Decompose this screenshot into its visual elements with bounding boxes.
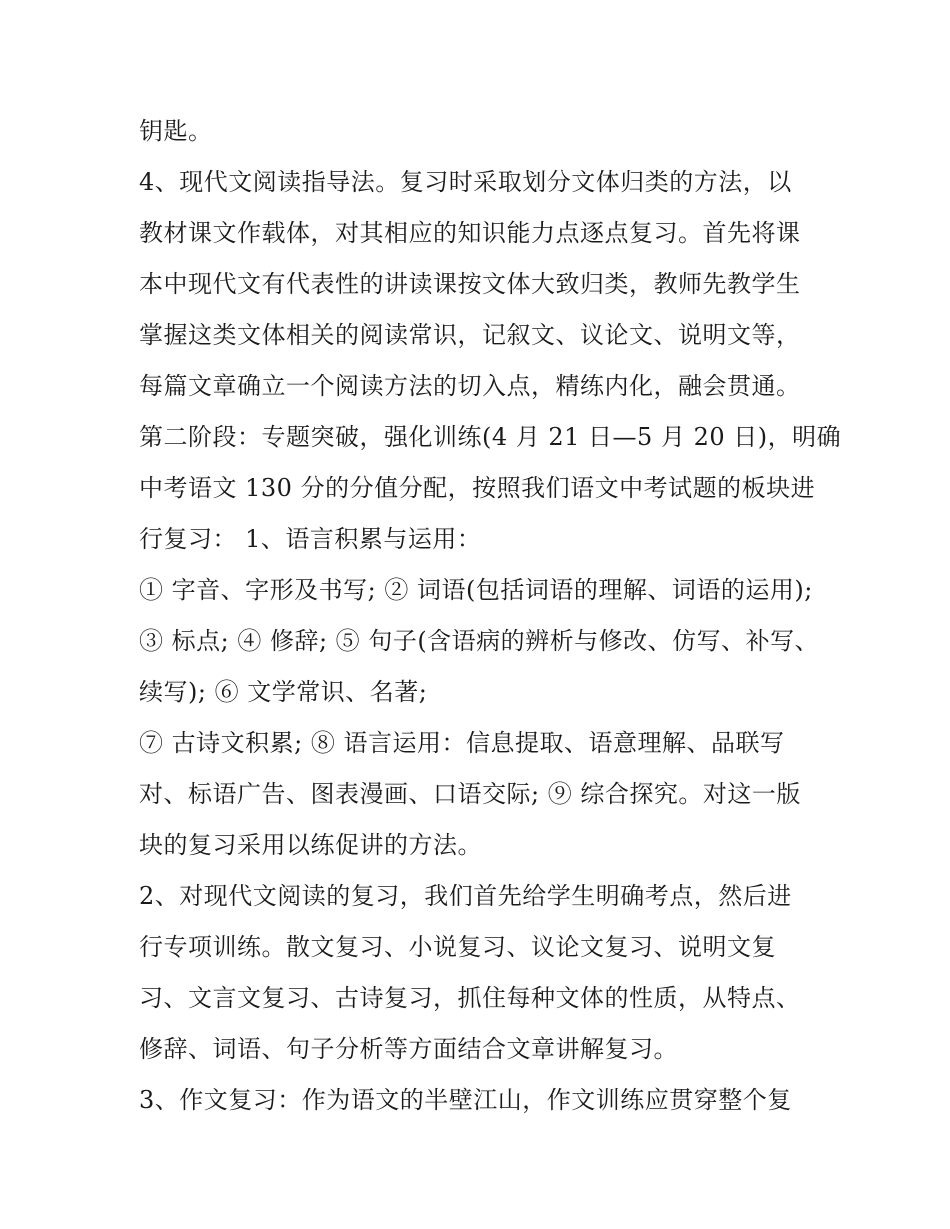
text-line: 掌握这类文体相关的阅读常识，记叙文、议论文、说明文等， — [139, 321, 801, 349]
text-line: 2、对现代文阅读的复习，我们首先给学生明确考点，然后进 — [139, 882, 792, 910]
text-line: 本中现代文有代表性的讲读课按文体大致归类，教师先教学生 — [139, 270, 801, 298]
text-line: 对、标语广告、图表漫画、口语交际; ⑨ 综合探究。对这一版 — [139, 780, 801, 808]
text-line: ① 字音、字形及书写; ② 词语(包括词语的理解、词语的运用); — [139, 576, 813, 604]
text-line: 块的复习采用以练促讲的方法。 — [139, 831, 482, 859]
text-line: 习、文言文复习、古诗复习，抓住每种文体的性质，从特点、 — [139, 984, 801, 1012]
text-line: 教材课文作载体，对其相应的知识能力点逐点复习。首先将课 — [139, 219, 801, 247]
text-line: 续写); ⑥ 文学常识、名著; — [139, 678, 428, 706]
text-line: 中考语文 130 分的分值分配，按照我们语文中考试题的板块进 — [139, 474, 816, 502]
body-text — [139, 106, 842, 1126]
text-line: ③ 标点; ④ 修辞; ⑤ 句子(含语病的辨析与修改、仿写、补写、 — [139, 627, 820, 655]
text-line: 第二阶段：专题突破，强化训练(4 月 21 日—5 月 20 日)，明确 — [139, 423, 842, 451]
text-line: 行复习： 1、语言积累与运用： — [139, 525, 482, 553]
text-line: 行专项训练。散文复习、小说复习、议论文复习、说明文复 — [139, 933, 776, 961]
text-line: 修辞、词语、句子分析等方面结合文章讲解复习。 — [139, 1035, 678, 1063]
text-line: 每篇文章确立一个阅读方法的切入点，精练内化，融会贯通。 — [139, 372, 801, 400]
text-line: 4、现代文阅读指导法。复习时采取划分文体归类的方法，以 — [139, 168, 792, 196]
text-line: ⑦ 古诗文积累; ⑧ 语言运用：信息提取、语意理解、品联写 — [139, 729, 785, 757]
text-line: 3、作文复习：作为语文的半壁江山，作文训练应贯穿整个复 — [139, 1086, 792, 1114]
text-line: 钥匙。 — [139, 117, 213, 145]
